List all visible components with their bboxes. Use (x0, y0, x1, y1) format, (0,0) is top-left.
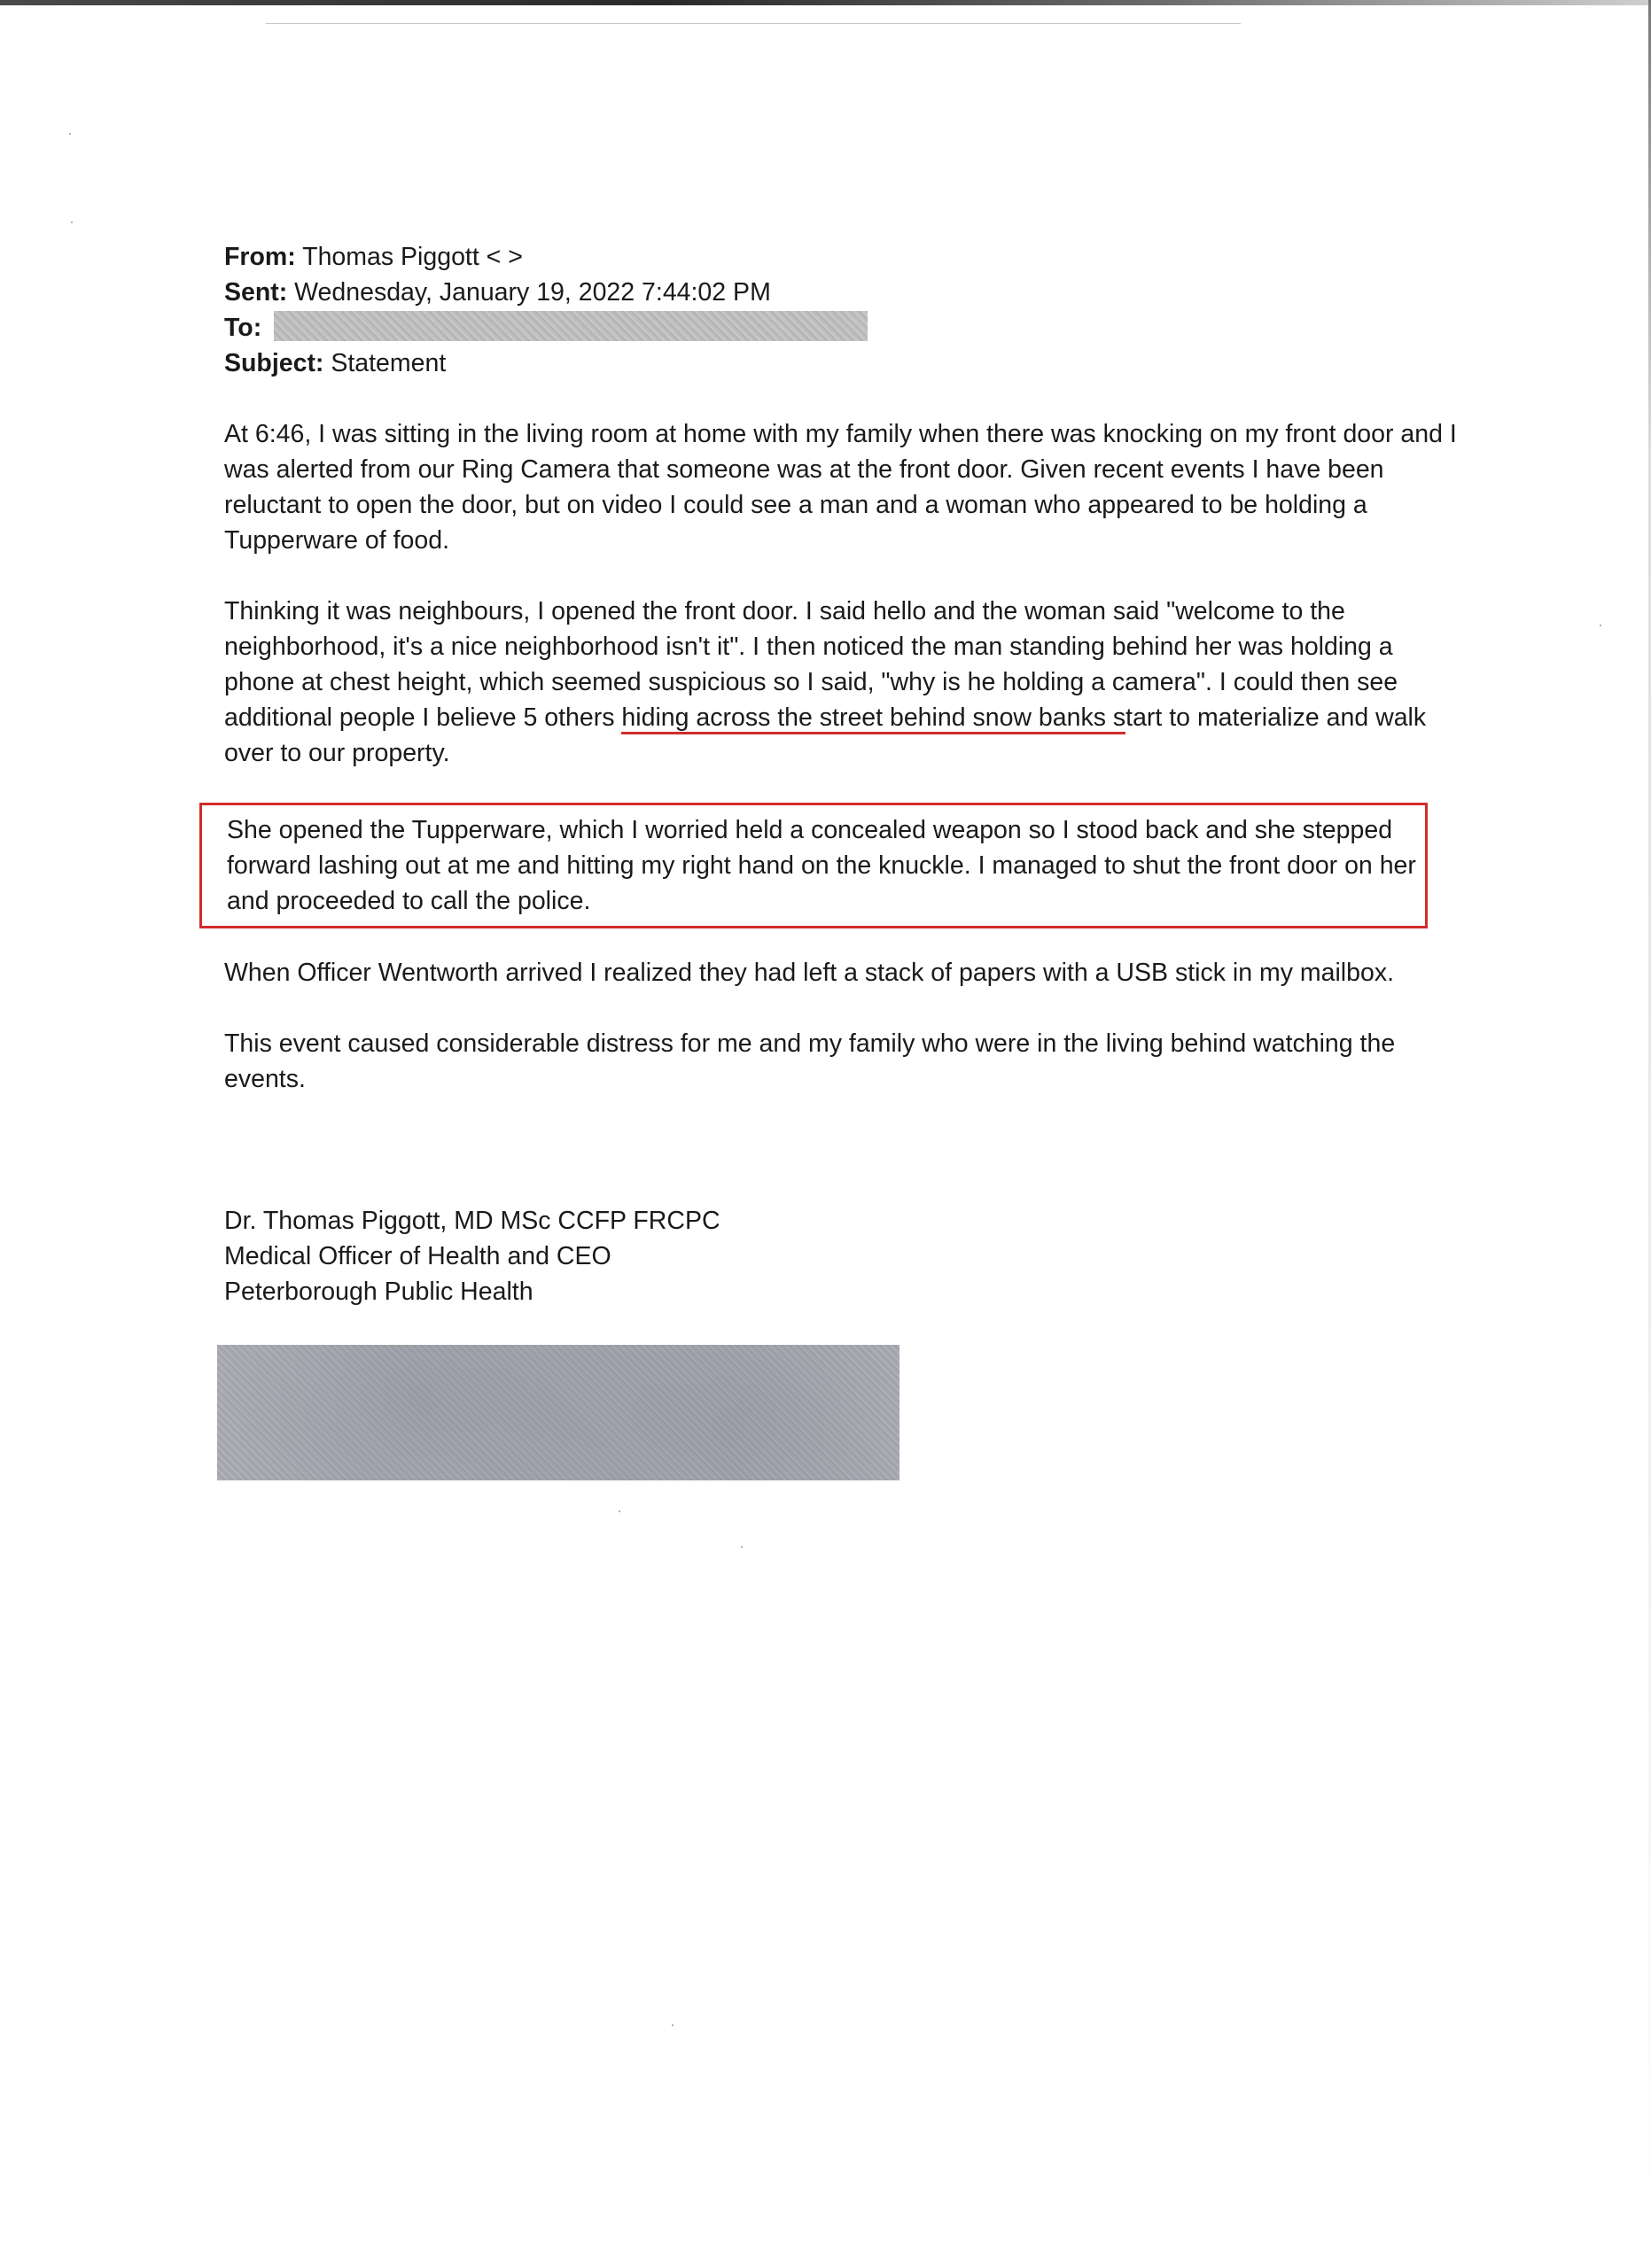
paragraph-4: When Officer Wentworth arrived I realized they had left a stack of papers with a USB stick in my mailbox. (224, 959, 1394, 987)
from-value: Thomas Piggott < > (302, 243, 523, 271)
paragraph-3: She opened the Tupperware, which I worried held a concealed weapon so I stood back and she stepped forward lashing out at me and hitting my right hand on the knuckle. I managed to shut the front door on her and proceeded to call the police. (227, 816, 1416, 915)
scan-speck (619, 1511, 620, 1512)
paragraph-2-end: tart to materialize and walk over to our property. (224, 703, 1427, 767)
to-label: To: (224, 314, 262, 342)
scan-speck (672, 2024, 674, 2026)
paragraph-2-start: Thinking it was neighbours, I opened the front door. I said hello and the woman said "welcome to the neighborhood, it's a nice neighborhood isn't it". I then noticed the man standing behind her was holding a phone at chest height, which seemed suspicious so I said, "why is he holding a camera". I could then see additional people I believe 5 others (224, 597, 1398, 732)
sent-label: Sent: (224, 278, 288, 307)
email-document (224, 239, 1465, 1309)
highlight-box (199, 803, 1428, 928)
paragraph-1: At 6:46, I was sitting in the living room at home with my family when there was knocking on my front door and I was alerted from our Ring Camera that someone was at the front door. Given recent events I have been reluctant to open the door, but on video I could see a man and a woman who appeared to be holding a Tupperware of food. (224, 420, 1457, 555)
paragraph-2 (224, 594, 1465, 771)
sent-row (224, 275, 1465, 310)
scan-speck (1600, 625, 1601, 626)
signature-title: Medical Officer of Health and CEO (224, 1242, 611, 1270)
email-header (224, 239, 1465, 381)
subject-label: Subject: (224, 349, 324, 377)
underlined-annotation: hiding across the street behind snow banks s (621, 703, 1125, 734)
signature-org: Peterborough Public Health (224, 1278, 533, 1306)
signature-redaction (217, 1345, 899, 1480)
scan-speck (71, 221, 73, 223)
to-row (224, 310, 1465, 346)
subject-row (224, 346, 1465, 381)
subject-value: Statement (331, 349, 447, 377)
sent-value: Wednesday, January 19, 2022 7:44:02 PM (294, 278, 771, 307)
signature-name: Dr. Thomas Piggott, MD MSc CCFP FRCPC (224, 1207, 720, 1235)
scan-speck (741, 1546, 743, 1548)
scan-speck (69, 133, 71, 135)
to-redaction (274, 311, 868, 341)
signature-block (224, 1203, 1465, 1309)
scan-edge-top (0, 0, 1651, 5)
from-row (224, 239, 1465, 275)
paragraph-5: This event caused considerable distress for me and my family who were in the living behind watching the events. (224, 1029, 1396, 1093)
scan-line-top (266, 23, 1241, 24)
from-label: From: (224, 243, 296, 271)
